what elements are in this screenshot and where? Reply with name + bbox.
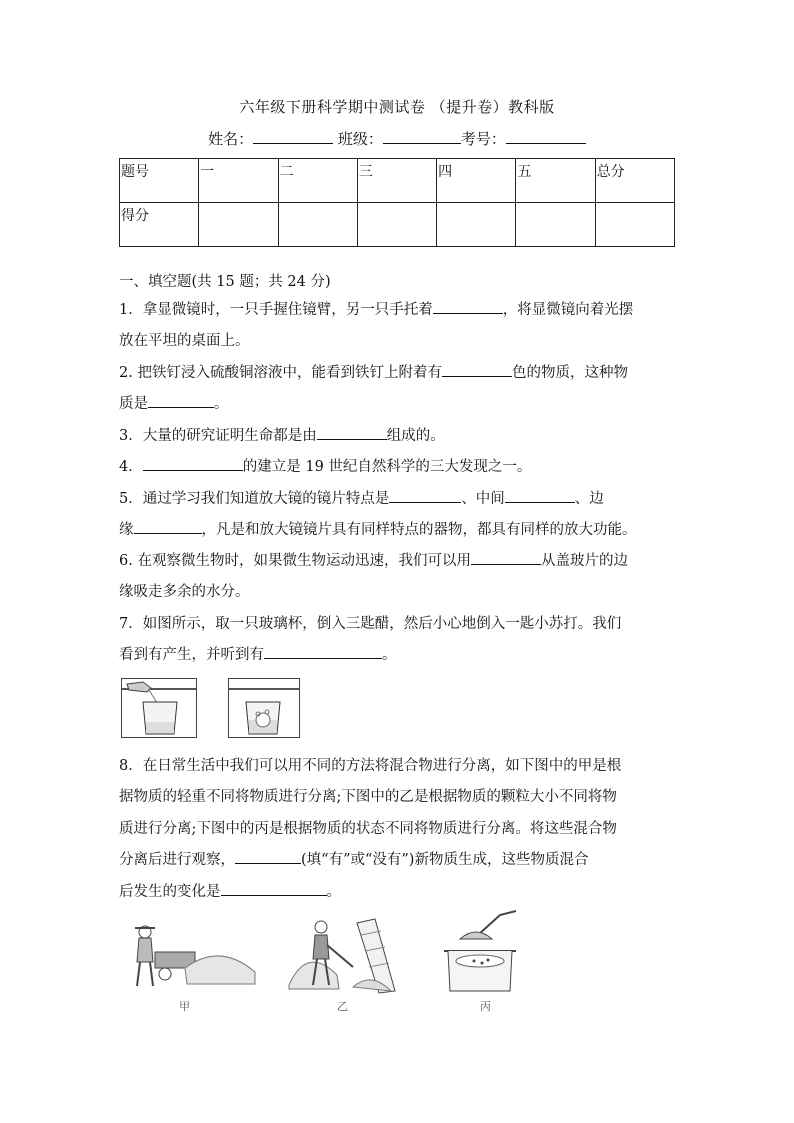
caption-jia: 甲 [179,1000,190,1013]
q7-text-2: 。 [382,647,397,663]
q5-text-3: 、边 [574,491,604,507]
score-row-label: 得分 [120,203,199,247]
score-row [120,203,675,247]
filtering-figure [438,905,523,995]
question-8-line1: 8．在日常生活中我们可以用不同的方法将混合物进行分离，如下图中的甲是根 [119,758,622,774]
student-info [0,128,794,149]
question-8-line4 [119,845,679,875]
question-3 [119,421,679,451]
q7-blank[interactable] [264,644,382,659]
q1-text: 1．拿显微镜时，一只手握住镜臂，另一只手托着 [119,302,433,318]
q3-text-2: 组成的。 [386,428,445,444]
question-6-line2: 缘吸走多余的水分。 [119,584,250,600]
sieving-figure [287,915,397,995]
q3-text: 3．大量的研究证明生命都是由 [119,428,317,444]
question-8-line5 [119,877,679,907]
question-7-line2 [119,640,679,670]
score-cell[interactable] [199,203,278,247]
fizzing-glass-figure [228,678,300,738]
class-label: 班级： [337,130,383,148]
q5-text-2: 、中间 [461,491,505,507]
question-5-line2 [119,515,679,545]
q4-text: 4． [119,459,143,475]
question-7-line1: 7．如图所示，取一只玻璃杯，倒入三匙醋，然后小心地倒入一匙小苏打。我们 [119,616,622,632]
score-header-row [120,159,675,203]
q6-blank[interactable] [471,550,541,565]
q2-text-3: 质是 [119,396,148,412]
header-cell: 二 [278,159,357,203]
q2-text-2: 色的物质，这种物 [511,365,628,381]
question-5-line1 [119,484,679,514]
q2-blank-1[interactable] [442,362,512,377]
winnowing-figure [125,922,260,992]
header-cell: 一 [199,159,278,203]
q8-text-2: (填“有”或“没有”)新物质生成，这些物质混合 [301,852,589,868]
q4-text-2: 的建立是 19 世纪自然科学的三大发现之一。 [242,459,532,475]
question-6-line1 [119,546,679,576]
score-table [119,158,675,247]
question-2-line1 [119,358,679,388]
header-cell: 题号 [120,159,199,203]
q7-text: 看到有产生，并听到有 [119,647,264,663]
q6-text-2: 从盖玻片的边 [540,553,628,569]
q3-blank[interactable] [317,425,387,440]
q8-text-3: 后发生的变化是 [119,884,221,900]
class-blank[interactable] [383,129,461,144]
q6-text: 6. 在观察微生物时，如果微生物运动迅速，我们可以用 [119,553,471,569]
header-cell: 四 [437,159,516,203]
score-cell[interactable] [595,203,674,247]
q8-text-4: 。 [326,884,341,900]
score-cell[interactable] [278,203,357,247]
q5-blank-3[interactable] [134,519,202,534]
q5-blank-2[interactable] [505,488,575,503]
name-label: 姓名： [208,130,254,148]
name-blank[interactable] [253,129,333,144]
caption-yi: 乙 [337,1000,348,1013]
section-heading: 一、填空题(共 15 题；共 24 分) [119,274,331,290]
q5-blank-1[interactable] [389,488,461,503]
caption-bing: 丙 [480,1000,491,1013]
header-cell: 五 [516,159,595,203]
q1-text-2: ，将显微镜向着光摆 [502,302,634,318]
q8-blank-2[interactable] [221,881,327,896]
page-title: 六年级下册科学期中测试卷 （提升卷）教科版 [239,98,555,116]
question-8-line2: 据物质的轻重不同将物质进行分离;下图中的乙是根据物质的颗粒大小不同将物 [119,789,617,805]
q5-text-5: ，凡是和放大镜镜片具有同样特点的器物，都具有同样的放大功能。 [201,522,637,538]
pouring-glass-figure [121,678,197,738]
header-cell: 三 [357,159,436,203]
q5-text-4: 缘 [119,522,134,538]
question-1-line2: 放在平坦的桌面上。 [119,333,250,349]
score-cell[interactable] [516,203,595,247]
q8-text: 分离后进行观察， [119,852,235,868]
q2-text: 2. 把铁钉浸入硫酸铜溶液中，能看到铁钉上附着有 [119,365,442,381]
exam-blank[interactable] [506,129,586,144]
q4-blank[interactable] [143,456,243,471]
question-1-line1 [119,295,679,325]
q1-blank[interactable] [433,299,503,314]
question-4 [119,452,679,482]
exam-label: 考号： [460,130,506,148]
question-2-line2 [119,389,679,419]
score-cell[interactable] [357,203,436,247]
header-cell: 总分 [595,159,674,203]
q5-text: 5．通过学习我们知道放大镜的镜片特点是 [119,491,390,507]
q2-text-4: 。 [214,396,229,412]
score-cell[interactable] [437,203,516,247]
q8-blank-1[interactable] [235,849,301,864]
question-8-line3: 质进行分离;下图中的丙是根据物质的状态不同将物质进行分离。将这些混合物 [119,821,617,837]
q2-blank-2[interactable] [148,393,214,408]
